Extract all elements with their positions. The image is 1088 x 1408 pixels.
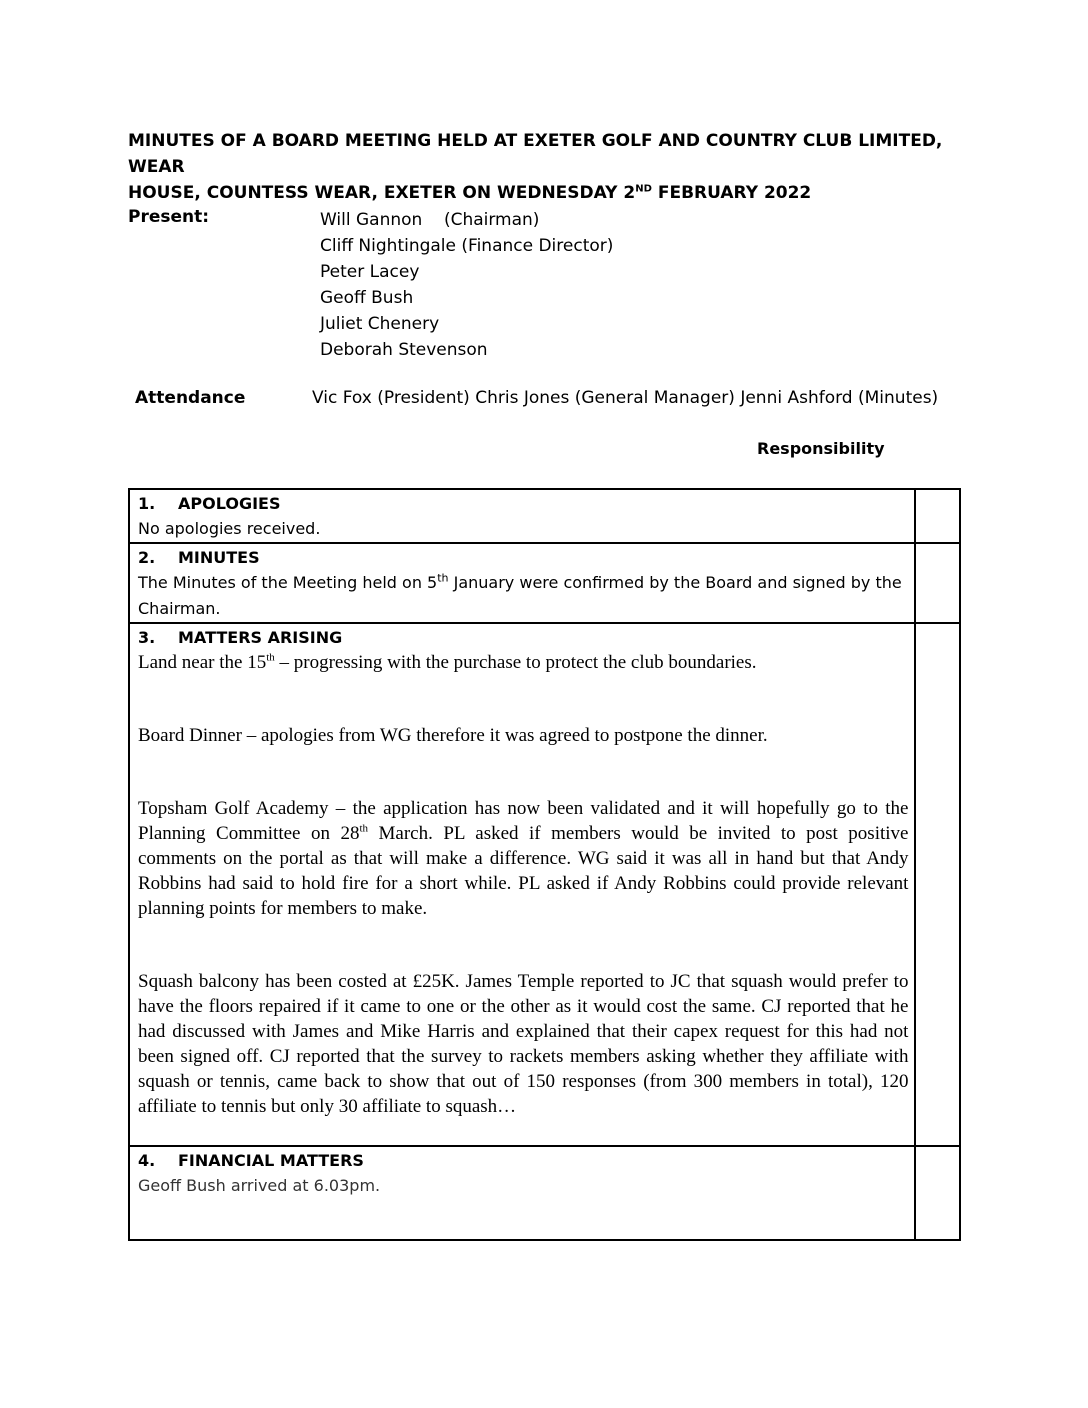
paragraph-topsham <box>138 796 908 921</box>
item-heading: MINUTES <box>178 548 260 567</box>
paragraph-text: March. PL asked if members would be invited to post positive comments on the portal as that will make a difference. WG said it was all in hand but that Andy Robbins had said to hold fire for a short while. PL asked if Andy Robbins could provide relevant planning points for members to make. <box>138 823 909 919</box>
responsibility-cell <box>915 543 960 623</box>
minutes-table <box>128 488 961 1241</box>
responsibility-cell <box>915 489 960 543</box>
heading-line-2 <box>128 180 968 206</box>
item-heading: MATTERS ARISING <box>178 628 343 647</box>
item-text-part: The Minutes of the Meeting held on 5 <box>138 573 438 592</box>
paragraph-superscript: th <box>359 822 369 835</box>
item-heading: FINANCIAL MATTERS <box>178 1151 364 1170</box>
present-name: Deborah Stevenson <box>320 340 488 360</box>
item-financial-matters <box>129 1146 915 1240</box>
item-number: 1. <box>138 494 156 513</box>
table-row <box>129 489 960 543</box>
paragraph-text: Land near the 15 <box>138 652 267 673</box>
paragraph-land <box>138 650 908 675</box>
responsibility-cell <box>915 1146 960 1240</box>
item-matters-arising <box>129 623 915 1146</box>
table-row <box>129 623 960 1146</box>
heading-superscript: ND <box>635 183 652 195</box>
paragraph-superscript: th <box>266 651 275 664</box>
item-title <box>138 626 908 650</box>
present-name: Juliet Chenery <box>320 314 440 334</box>
present-name: Will Gannon (Chairman) <box>320 210 540 230</box>
heading-line-1: MINUTES OF A BOARD MEETING HELD AT EXETER GOLF AND COUNTRY CLUB LIMITED, WEAR <box>128 131 943 177</box>
item-text: Geoff Bush arrived at 6.03pm. <box>138 1176 381 1195</box>
item-title <box>138 1149 908 1173</box>
attendance-text: Vic Fox (President) Chris Jones (General Manager) Jenni Ashford (Minutes) <box>312 388 939 408</box>
present-name: Cliff Nightingale (Finance Director) <box>320 236 614 256</box>
present-name: Peter Lacey <box>320 262 420 282</box>
item-number: 3. <box>138 628 156 647</box>
present-name: Geoff Bush <box>320 288 414 308</box>
heading-line-2-date: FEBRUARY 2022 <box>651 183 812 203</box>
item-minutes <box>129 543 915 623</box>
item-apologies <box>129 489 915 543</box>
table-row <box>129 1146 960 1240</box>
item-title <box>138 492 908 516</box>
heading-line-2-text: HOUSE, COUNTESS WEAR, EXETER ON WEDNESDAY 2 <box>128 183 636 203</box>
table-row <box>129 543 960 623</box>
item-number: 2. <box>138 548 156 567</box>
item-title <box>138 546 908 570</box>
paragraph-board-dinner: Board Dinner – apologies from WG therefore it was agreed to postpone the dinner. <box>138 725 768 746</box>
item-number: 4. <box>138 1151 156 1170</box>
item-superscript: th <box>437 571 449 585</box>
item-text <box>138 570 908 622</box>
paragraph-text: Topsham Golf Academy – the application has now been validated and it will hopefully go to the Planning Committee on 28 <box>138 798 909 844</box>
present-label: Present: <box>128 207 210 227</box>
item-text: No apologies received. <box>138 519 321 538</box>
present-list <box>320 207 613 363</box>
document-heading <box>128 128 968 206</box>
paragraph-squash: Squash balcony has been costed at £25K. James Temple reported to JC that squash would prefer to have the floors repaired if it came to one or the other as it would cost the same. CJ reported that he had discussed with James and Mike Harris and explained that their capex request for this had not been signed off. CJ reported that the survey to rackets members asking whether they affiliate with squash or tennis, came back to show that out of 150 responses (from 300 members in total), 120 affiliate to tennis but only 30 affiliate to squash… <box>138 971 909 1117</box>
item-text-part: January were confirmed by the Board and signed by the Chairman. <box>138 573 902 618</box>
responsibility-cell <box>915 623 960 1146</box>
item-heading: APOLOGIES <box>178 494 281 513</box>
paragraph-text: – progressing with the purchase to protect the club boundaries. <box>274 652 757 673</box>
responsibility-label: Responsibility <box>757 439 885 458</box>
item-body <box>138 650 908 1145</box>
attendance-label: Attendance <box>135 388 246 408</box>
